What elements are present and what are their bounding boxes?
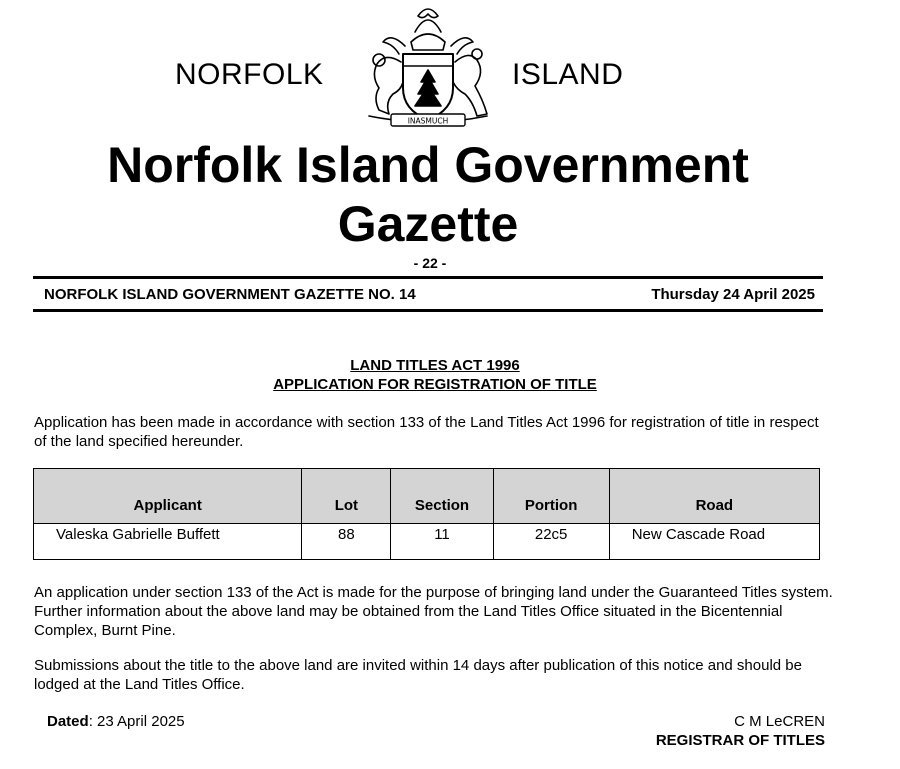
signatory-name: C M LeCREN — [734, 713, 825, 730]
table-row — [34, 524, 820, 560]
notice-heading-act: LAND TITLES ACT 1996 — [350, 357, 520, 374]
page-number: - 22 - — [413, 255, 447, 271]
cell-road: New Cascade Road — [609, 524, 819, 560]
signatory-title: REGISTRAR OF TITLES — [655, 732, 825, 749]
notice-intro-paragraph: Application has been made in accordance with section 133 of the Land Titles Act 1996 for registration of title in respect of the land specified hereunder. — [34, 414, 819, 450]
notice-heading-application: APPLICATION FOR REGISTRATION OF TITLE — [273, 376, 597, 393]
dated-value: : 23 April 2025 — [88, 713, 185, 730]
gazette-issue-date: Thursday 24 April 2025 — [651, 286, 815, 303]
column-header-section: Section — [391, 469, 493, 524]
notice-purpose-paragraph: An application under section 133 of the Act is made for the purpose of bringing land under the Guaranteed Titles system. Further information about the above land may be obtained from the Land Titles Office situated in the Bicentennial Complex, Burnt Pine. — [34, 584, 833, 639]
column-header-road: Road — [609, 469, 819, 524]
cell-lot: 88 — [302, 524, 391, 560]
cell-portion: 22c5 — [493, 524, 609, 560]
cell-applicant: Valeska Gabrielle Buffett — [34, 524, 302, 560]
masthead-left-word: NORFOLK — [175, 58, 324, 91]
bottom-rule-divider — [33, 309, 823, 312]
crest-motto: INASMUCH — [407, 116, 449, 126]
dated-label: Dated — [47, 713, 89, 730]
gazette-title-line2: Gazette — [337, 196, 519, 252]
notice-submissions-paragraph: Submissions about the title to the above land are invited within 14 days after publication of this notice and should be lodged at the Land Titles Office. — [34, 657, 802, 693]
column-header-lot: Lot — [302, 469, 391, 524]
coat-of-arms-crest — [355, 2, 501, 132]
land-details-table — [33, 468, 820, 560]
dated-line — [47, 713, 185, 730]
cell-section: 11 — [391, 524, 493, 560]
table-header-row — [34, 469, 820, 524]
top-rule-divider — [33, 276, 823, 279]
column-header-applicant: Applicant — [34, 469, 302, 524]
masthead-right-word: ISLAND — [512, 58, 624, 91]
column-header-portion: Portion — [493, 469, 609, 524]
gazette-issue-number: NORFOLK ISLAND GOVERNMENT GAZETTE NO. 14 — [44, 286, 416, 303]
gazette-title-line1: Norfolk Island Government — [107, 137, 749, 193]
